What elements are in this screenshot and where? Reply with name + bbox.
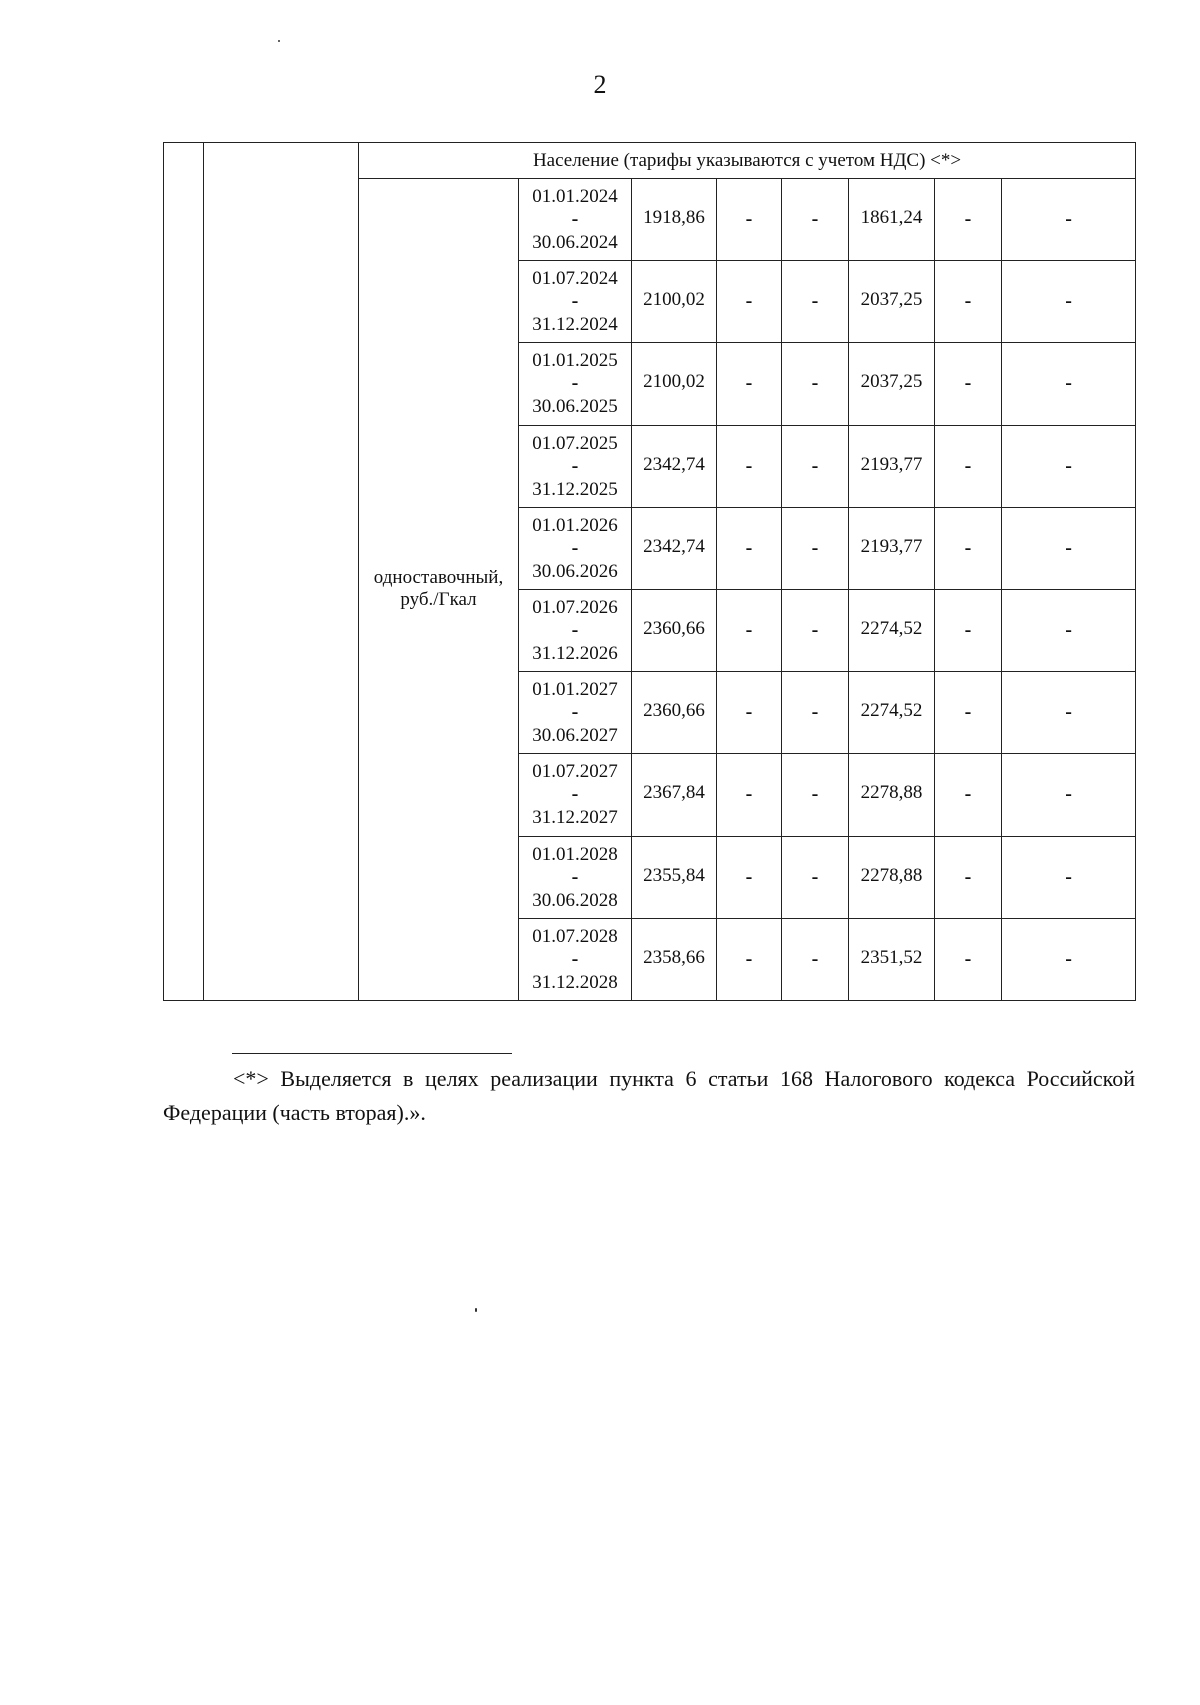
period-cell [519,261,632,343]
period-cell [519,754,632,836]
value-cell-c3: - [782,507,849,589]
value-cell-c4: 2274,52 [849,672,935,754]
value-cell-c5: - [935,425,1002,507]
value-cell-c6: - [1002,672,1136,754]
value-cell-c2: - [717,261,782,343]
period-cell [519,589,632,671]
value-cell-c2: - [717,754,782,836]
period-cell [519,918,632,1000]
value-cell-c6: - [1002,343,1136,425]
footnote-divider [232,1053,512,1054]
value-cell-c4: 2037,25 [849,261,935,343]
value-cell-c2: - [717,343,782,425]
period-end: 31.12.2025 [532,478,618,500]
period-start: 01.07.2026 [532,597,618,619]
footnote [163,1062,1135,1130]
value-cell-c1: 2355,84 [632,836,717,918]
value-cell-c5: - [935,589,1002,671]
value-cell-c5: - [935,343,1002,425]
value-cell-c1: 2367,84 [632,754,717,836]
value-cell-c6: - [1002,918,1136,1000]
value-cell-c2: - [717,672,782,754]
value-cell-c2: - [717,589,782,671]
footnote-text: Выделяется в целях реализации пункта 6 статьи 168 Налогового кодекса Российской Федерации (часть вторая).». [163,1066,1135,1125]
period-end: 30.06.2026 [532,560,618,582]
value-cell-c2: - [717,836,782,918]
tariff-table [163,142,1136,1001]
value-cell-c6: - [1002,754,1136,836]
value-cell-c4: 1861,24 [849,179,935,261]
period-cell [519,425,632,507]
value-cell-c3: - [782,589,849,671]
period-start: 01.07.2028 [532,925,618,947]
period-start: 01.01.2025 [532,350,618,372]
value-cell-c3: - [782,836,849,918]
period-end: 31.12.2026 [532,643,618,665]
period-end: 31.12.2027 [532,807,618,829]
blank-column-1 [164,143,204,1001]
period-sep: - [571,454,579,477]
period-sep: - [571,701,579,724]
value-cell-c4: 2351,52 [849,918,935,1000]
value-cell-c6: - [1002,836,1136,918]
value-cell-c5: - [935,836,1002,918]
page-number: 2 [593,70,607,99]
period-sep: - [571,208,579,231]
table-header-row [164,143,1136,179]
period-start: 01.01.2028 [532,843,618,865]
period-end: 30.06.2028 [532,889,618,911]
footnote-marker: <*> [233,1066,269,1091]
period-start: 01.07.2025 [532,432,618,454]
value-cell-c6: - [1002,179,1136,261]
period-start: 01.01.2027 [532,679,618,701]
value-cell-c5: - [935,261,1002,343]
value-cell-c1: 2100,02 [632,343,717,425]
period-end: 30.06.2025 [532,396,618,418]
value-cell-c2: - [717,425,782,507]
rate-type-cell: одноставочный, руб./Гкал [359,179,519,1001]
period-start: 01.07.2024 [532,268,618,290]
period-sep: - [571,865,579,888]
value-cell-c4: 2278,88 [849,836,935,918]
period-sep: - [571,290,579,313]
value-cell-c6: - [1002,507,1136,589]
value-cell-c3: - [782,672,849,754]
value-cell-c1: 2358,66 [632,918,717,1000]
value-cell-c3: - [782,343,849,425]
period-end: 30.06.2027 [532,725,618,747]
section-header: Население (тарифы указываются с учетом НДС) <*> [359,143,1136,179]
period-end: 31.12.2028 [532,971,618,993]
value-cell-c4: 2278,88 [849,754,935,836]
period-start: 01.01.2026 [532,514,618,536]
period-end: 30.06.2024 [532,232,618,254]
period-cell [519,672,632,754]
value-cell-c3: - [782,754,849,836]
value-cell-c1: 1918,86 [632,179,717,261]
period-end: 31.12.2024 [532,314,618,336]
value-cell-c4: 2274,52 [849,589,935,671]
value-cell-c4: 2037,25 [849,343,935,425]
value-cell-c4: 2193,77 [849,425,935,507]
period-cell [519,836,632,918]
value-cell-c5: - [935,672,1002,754]
blank-column-2 [204,143,359,1001]
value-cell-c2: - [717,918,782,1000]
value-cell-c6: - [1002,589,1136,671]
period-start: 01.01.2024 [532,186,618,208]
value-cell-c1: 2100,02 [632,261,717,343]
period-sep: - [571,372,579,395]
period-sep: - [571,536,579,559]
scan-speck [278,40,280,42]
value-cell-c3: - [782,261,849,343]
value-cell-c3: - [782,918,849,1000]
period-sep: - [571,783,579,806]
value-cell-c2: - [717,179,782,261]
value-cell-c1: 2360,66 [632,589,717,671]
period-start: 01.07.2027 [532,761,618,783]
period-cell [519,343,632,425]
period-cell [519,179,632,261]
value-cell-c1: 2342,74 [632,425,717,507]
value-cell-c5: - [935,918,1002,1000]
period-cell [519,507,632,589]
value-cell-c5: - [935,754,1002,836]
value-cell-c3: - [782,179,849,261]
period-sep: - [571,947,579,970]
value-cell-c6: - [1002,425,1136,507]
period-sep: - [571,619,579,642]
value-cell-c3: - [782,425,849,507]
value-cell-c1: 2360,66 [632,672,717,754]
scan-speck [475,1308,477,1312]
value-cell-c2: - [717,507,782,589]
value-cell-c5: - [935,507,1002,589]
value-cell-c6: - [1002,261,1136,343]
value-cell-c4: 2193,77 [849,507,935,589]
value-cell-c5: - [935,179,1002,261]
value-cell-c1: 2342,74 [632,507,717,589]
